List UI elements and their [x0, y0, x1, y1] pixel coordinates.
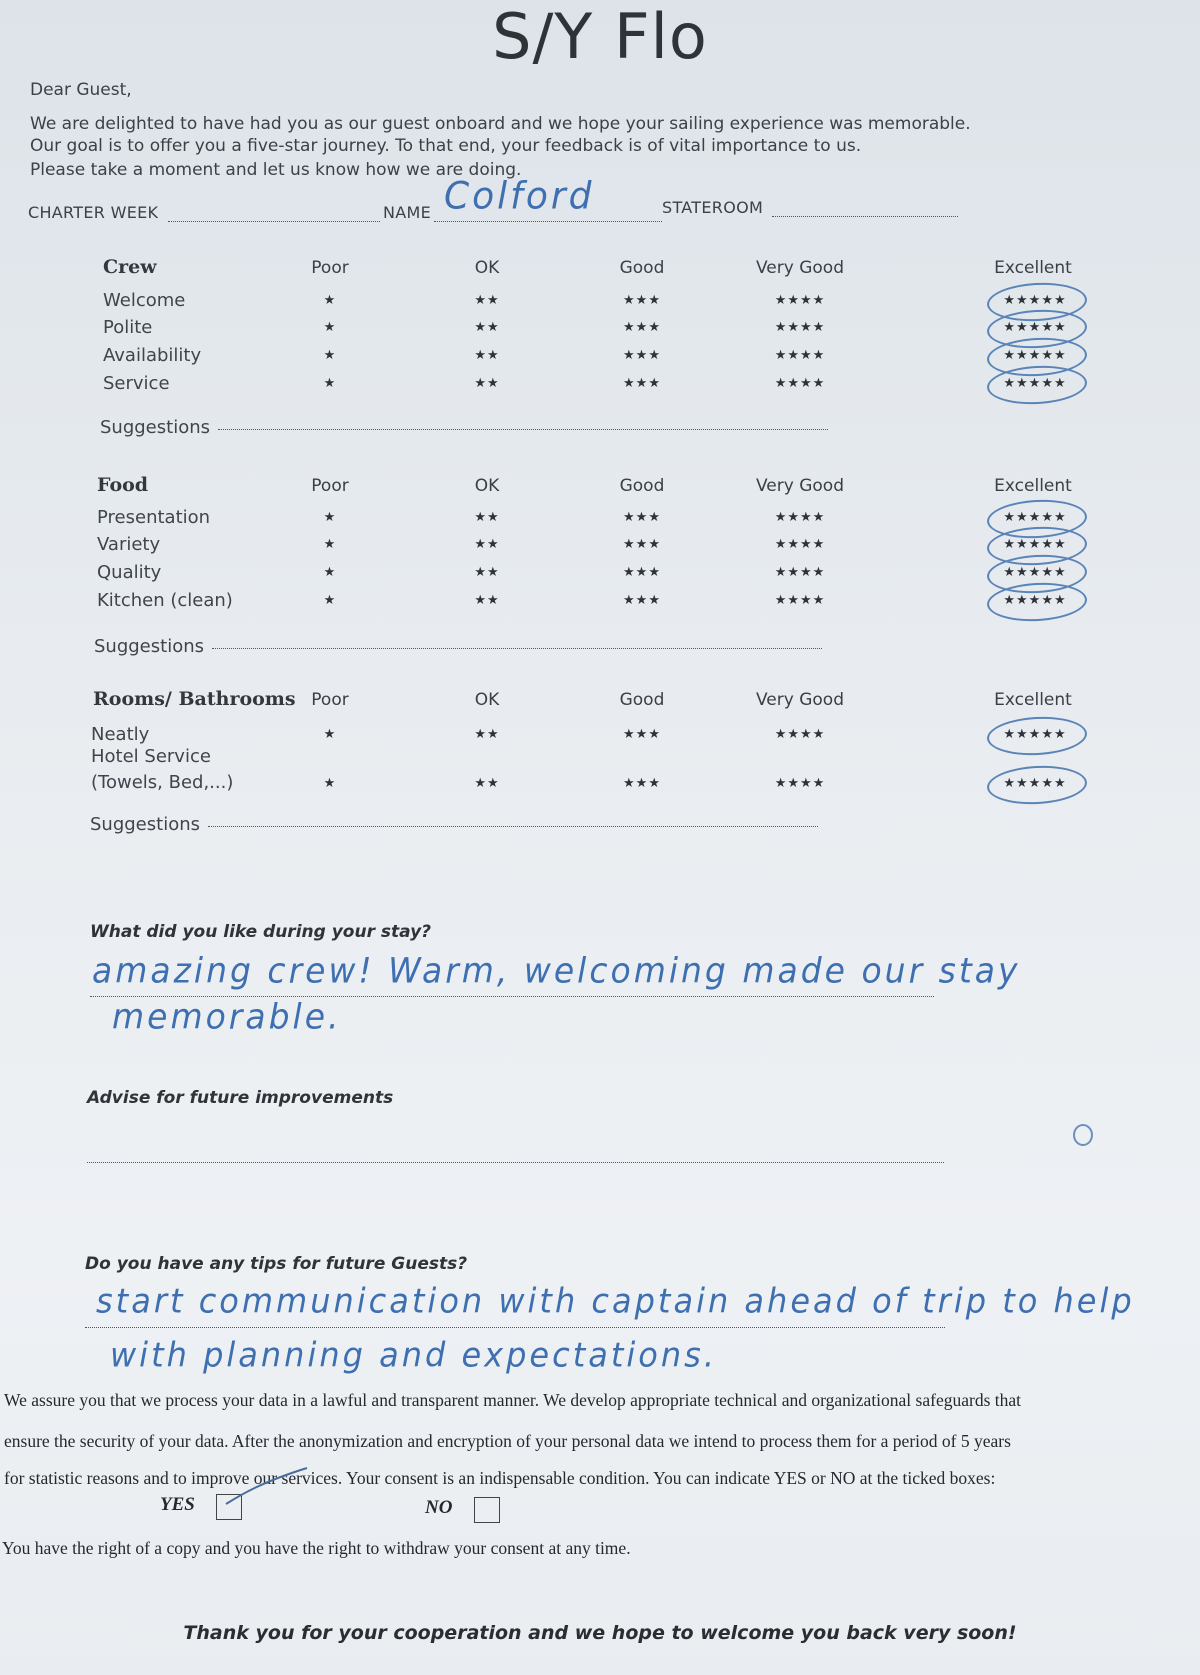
star-option[interactable]: ★★: [474, 293, 500, 308]
star-option[interactable]: ★★: [474, 537, 500, 552]
star-option[interactable]: ★★: [474, 320, 500, 335]
star-option[interactable]: ★★★: [623, 593, 661, 608]
rating-row-label: Quality: [97, 562, 162, 583]
section-title-0: Crew: [103, 256, 157, 278]
column-header: Very Good: [756, 690, 844, 710]
star-option[interactable]: ★★★: [623, 293, 661, 308]
star-option[interactable]: ★★★: [623, 727, 661, 742]
star-option[interactable]: ★: [323, 727, 337, 742]
column-header: Excellent: [994, 690, 1072, 710]
rating-row-label: Availability: [103, 345, 202, 366]
star-option[interactable]: ★★★★★: [1003, 348, 1067, 363]
consent-yes-check-mark: [222, 1464, 312, 1510]
star-option[interactable]: ★: [323, 376, 337, 391]
star-option[interactable]: ★★★★: [774, 565, 826, 580]
star-option[interactable]: ★★★: [623, 510, 661, 525]
column-header: Excellent: [994, 258, 1072, 278]
star-option[interactable]: ★★★★★: [1003, 727, 1067, 742]
star-option[interactable]: ★★★★★: [1003, 776, 1067, 791]
pen-mark: [1073, 1124, 1093, 1146]
star-option[interactable]: ★★★★★: [1003, 593, 1067, 608]
answer-tips-line-1: start communication with captain ahead of trip to help: [96, 1281, 1135, 1321]
star-option[interactable]: ★★★: [623, 565, 661, 580]
legal-line-2: ensure the security of your data. After the anonymization and encryption of your personal data we intend to process them for a period of 5 years: [4, 1431, 1011, 1451]
question-tips-label: Do you have any tips for future Guests?: [85, 1254, 468, 1274]
star-option[interactable]: ★★★★★: [1003, 293, 1067, 308]
column-header: OK: [474, 690, 500, 710]
star-option[interactable]: ★: [323, 593, 337, 608]
suggestions-line[interactable]: [212, 648, 822, 649]
star-option[interactable]: ★: [323, 776, 337, 791]
selected-rating-circle: [986, 714, 1088, 757]
rights-text: You have the right of a copy and you have the right to withdraw your consent at any time.: [2, 1538, 631, 1558]
star-option[interactable]: ★★★★: [774, 727, 826, 742]
consent-no-checkbox[interactable]: [474, 1497, 500, 1523]
column-header: Very Good: [756, 258, 844, 278]
star-option[interactable]: ★★★: [623, 320, 661, 335]
rating-row-label: Variety: [97, 534, 161, 555]
star-option[interactable]: ★★★★: [774, 293, 826, 308]
thank-you-text: Thank you for your cooperation and we hope to welcome you back very soon!: [183, 1622, 1017, 1644]
star-option[interactable]: ★★★★: [774, 593, 826, 608]
star-option[interactable]: ★★★★: [774, 510, 826, 525]
star-option[interactable]: ★★★★: [774, 320, 826, 335]
name-label: NAME: [383, 203, 432, 222]
rating-row-label: Neatly: [91, 724, 150, 745]
rating-row-label: Hotel Service: [91, 746, 211, 767]
star-option[interactable]: ★★: [474, 593, 500, 608]
star-option[interactable]: ★★★★: [774, 348, 826, 363]
rating-row-label: Polite: [103, 317, 153, 338]
star-option[interactable]: ★★★★: [774, 537, 826, 552]
star-option[interactable]: ★★★★: [774, 376, 826, 391]
column-header: Good: [619, 258, 665, 278]
star-option[interactable]: ★★★: [623, 348, 661, 363]
selected-rating-circle: [986, 763, 1088, 806]
consent-no-label: NO: [425, 1497, 453, 1518]
star-option[interactable]: ★★★: [623, 776, 661, 791]
star-option[interactable]: ★★★★★: [1003, 376, 1067, 391]
star-option[interactable]: ★★: [474, 348, 500, 363]
legal-line-1: We assure you that we process your data in a lawful and transparent manner. We develop appropriate technical and organizational safeguards that: [4, 1390, 1021, 1410]
legal-line-3: for statistic reasons and to improve our services. Your consent is an indispensable condition. You can indicate YES or NO at the ticked boxes:: [4, 1468, 996, 1488]
rating-row-label: Service: [103, 373, 170, 394]
rating-row-label: Presentation: [97, 507, 211, 528]
column-header: Very Good: [756, 476, 844, 496]
consent-yes-label: YES: [160, 1494, 195, 1515]
column-header: Poor: [311, 476, 349, 496]
question-improvements-line[interactable]: [87, 1162, 944, 1163]
question-improvements-label: Advise for future improvements: [87, 1088, 394, 1108]
intro-line-2: Our goal is to offer you a five-star journey. To that end, your feedback is of vital importance to us.: [30, 136, 862, 156]
star-option[interactable]: ★★★: [623, 376, 661, 391]
intro-line-3: Please take a moment and let us know how we are doing.: [30, 160, 522, 180]
star-option[interactable]: ★★: [474, 510, 500, 525]
name-handwritten: Colford: [444, 174, 595, 219]
star-option[interactable]: ★: [323, 510, 337, 525]
stateroom-field[interactable]: [772, 216, 958, 217]
rating-row-label-cont: (Towels, Bed,...): [91, 772, 234, 793]
charter-week-field[interactable]: [168, 221, 380, 222]
column-header: OK: [474, 476, 500, 496]
suggestions-label: Suggestions: [100, 417, 210, 438]
intro-line-1: We are delighted to have had you as our guest onboard and we hope your sailing experience was memorable.: [30, 114, 971, 134]
star-option[interactable]: ★: [323, 537, 337, 552]
star-option[interactable]: ★★★★: [774, 776, 826, 791]
star-option[interactable]: ★: [323, 348, 337, 363]
star-option[interactable]: ★★★: [623, 537, 661, 552]
section-title-1: Food: [97, 474, 149, 496]
rating-row-label: Welcome: [103, 290, 186, 311]
star-option[interactable]: ★: [323, 565, 337, 580]
section-title-2: Rooms/ Bathrooms: [93, 688, 296, 710]
star-option[interactable]: ★: [323, 320, 337, 335]
suggestions-label: Suggestions: [94, 636, 204, 657]
column-header: OK: [474, 258, 500, 278]
star-option[interactable]: ★★: [474, 776, 500, 791]
question-liked-label: What did you like during your stay?: [90, 922, 432, 942]
charter-week-label: CHARTER WEEK: [28, 203, 159, 222]
column-header: Poor: [311, 258, 349, 278]
column-header: Good: [619, 690, 665, 710]
answer-liked-line-2: memorable.: [112, 996, 342, 1037]
greeting: Dear Guest,: [30, 80, 132, 100]
star-option[interactable]: ★★: [474, 727, 500, 742]
star-option[interactable]: ★★: [474, 376, 500, 391]
column-header: Excellent: [994, 476, 1072, 496]
form-title: S/Y Flo: [492, 0, 708, 73]
star-option[interactable]: ★★★★★: [1003, 537, 1067, 552]
suggestions-label: Suggestions: [90, 814, 200, 835]
answer-tips-line-2: with planning and expectations.: [110, 1335, 717, 1375]
star-option[interactable]: ★: [323, 293, 337, 308]
question-tips-line[interactable]: [85, 1327, 945, 1328]
suggestions-line[interactable]: [208, 826, 818, 827]
star-option[interactable]: ★★★★★: [1003, 565, 1067, 580]
rating-row-label: Kitchen (clean): [97, 590, 233, 611]
stateroom-label: STATEROOM: [662, 198, 764, 217]
star-option[interactable]: ★★: [474, 565, 500, 580]
star-option[interactable]: ★★★★★: [1003, 510, 1067, 525]
name-field[interactable]: [434, 221, 662, 222]
column-header: Good: [619, 476, 665, 496]
suggestions-line[interactable]: [218, 429, 828, 430]
star-option[interactable]: ★★★★★: [1003, 320, 1067, 335]
answer-liked-line-1: amazing crew! Warm, welcoming made our stay: [92, 950, 1021, 991]
column-header: Poor: [311, 690, 349, 710]
